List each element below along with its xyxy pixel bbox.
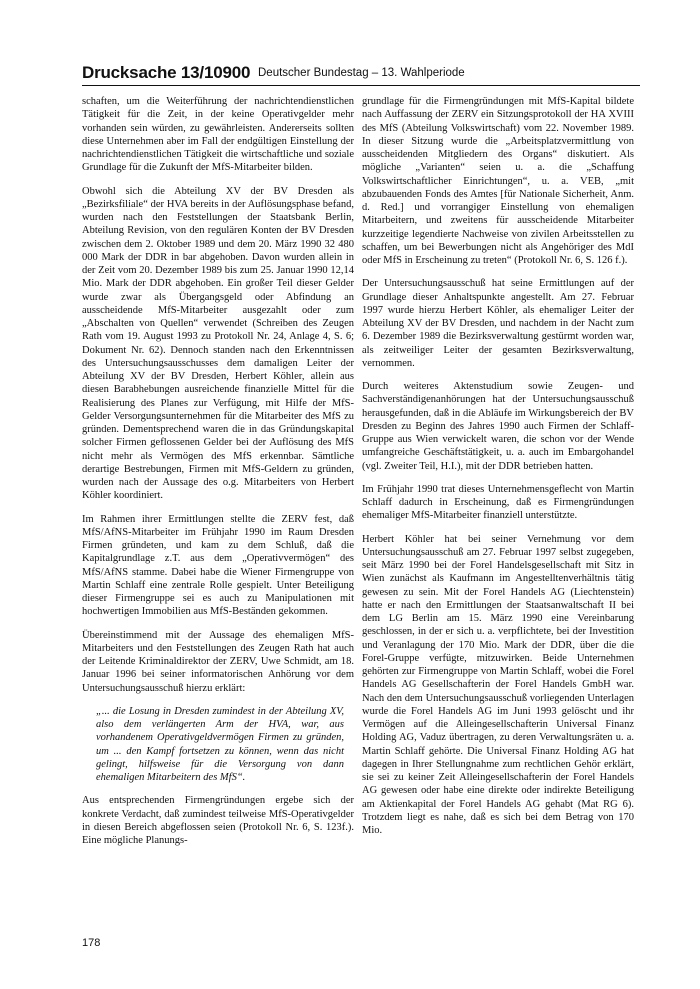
block-quote: „... die Losung in Dresden zumindest in der Abteilung XV, also dem verlängerten Arm der HVA, war, aus vorhandenem Operativgeldvermögen Firmen zu gründen, um ... den Kampf fortsetzen zu können, wenn das nicht gelingt, hilfsweise für die Versorgung von dann ehemaligen Mitarbeitern des MfS“. xyxy=(96,705,344,783)
paragraph: Im Rahmen ihrer Ermittlungen stellte die ZERV fest, daß MfS/AfNS-Mitarbeiter im Frühjahr 1990 im Raum Dresden Firmen gründeten, und kam zu dem Schluß, daß die Kapitalgrundlage z.T. aus dem „Operativvermögen“ des MfS/AfNS stamme. Dabei habe die Wiener Firmengruppe von Martin Schlaff eine zentrale Rolle gespielt. Unter Beteiligung dieser Firmengruppe sei es auch zu Manipulationen mit hochwertigen Immobilien aus MfS-Beständen gekommen. xyxy=(82,513,354,618)
paragraph: Aus entsprechenden Firmengründungen ergebe sich der konkrete Verdacht, daß zumindest teilweise MfS-Operativgelder in diesen Bereich abgeflossen seien (Protokoll Nr. 6, S. 123f.). Eine mögliche Planungs- xyxy=(82,795,354,846)
paragraph: schaften, um die Weiterführung der nachrichtendienstlichen Tätigkeit für die Zeit, in der keine Operativgelder mehr vorhanden sein würden, zu gewährleisten. Andererseits sollten diese Unternehmen aber im Fall der endgültigen Einstellung der nachrichtendienstlichen Tätigkeit die wirtschaftliche und soziale Grundlage für die Zukunft der MfS-Mitarbeiter bilden. xyxy=(82,96,354,174)
header-rule xyxy=(82,85,640,86)
document-number: Drucksache 13/10900 xyxy=(82,63,251,82)
paragraph: Der Untersuchungsausschuß hat seine Ermittlungen auf der Grundlage dieser Anhaltspunkte angestellt. Am 27. Februar 1997 wurde hierzu Herbert Köhler, als ehemaliger Leiter der Abteilung XV der BV Dresden, und nachdem in der Nacht zum 6. Dezember 1989 die Bezirksverwaltung gestürmt worden war, als zeitweiliger Leiter der gesamten Bezirksverwaltung, vernommen. xyxy=(362,278,634,369)
paragraph: Durch weiteres Aktenstudium sowie Zeugen- und Sachverständigenanhörungen hat der Untersuchungsausschuß herausgefunden, daß in die Abläufe im Wirkungsbereich der BV Dresden zu Beginn des Jahres 1990 auch Firmen der Schlaff-Gruppe aus Wien verwickelt waren, die schon vor der Wende umfangreiche Geschäftstätigkeit, u. a. auch im Embargohandel (vgl. Zweiter Teil, H.I.), mit der DDR betrieben hatten. xyxy=(362,381,634,472)
left-column xyxy=(82,95,354,857)
paragraph: Übereinstimmend mit der Aussage des ehemaligen MfS-Mitarbeiters und den Feststellungen des Zeugen Rath hat auch der Leitende Kriminaldirektor der ZERV, Uwe Schmidt, am 18. Januar 1996 bei seiner informatorischen Anhörung vor dem Untersuchungsausschuß hierzu erklärt: xyxy=(82,629,354,694)
paragraph: Obwohl sich die Abteilung XV der BV Dresden als „Bezirksfiliale“ der HVA bereits in der Auflösungsphase befand, wurden nach den Feststellungen der Staatsbank Berlin, Abteilung Revision, von den regulären Konten der BV Dresden zwischen dem 2. Oktober 1989 und dem 20. März 1990 32 480 000 Mark der DDR in bar abgehoben. Davon wurden allein in der Zeit vom 20. Dezember 1989 bis zum 25. Januar 1990 12,14 Mio. Mark der DDR abgehoben. Ein großer Teil dieser Gelder wurde zwar als Übergangsgeld oder Abfindung an ausscheidende MfS-Mitarbeiter ausgezahlt oder zum „Abschalten von Quellen“ verwendet (Schreiben des Zeugen Rath vom 19. August 1993 zu Protokoll Nr. 24, Anlage 4, S. 6; Dokument Nr. 62). Dennoch standen nach den Erkenntnissen des Untersuchungsausschusses dem damaligen Leiter der Abteilung XV der BV Dresden, Herbert Köhler, allein aus diesen Barabhebungen ausreichende finanzielle Mittel für die Realisierung des Planes zur Verfügung, mit Hilfe der MfS-Gelder Versorgungsunternehmen für die Mitarbeiter des MfS zu gründen. Dementsprechend waren die in das Gründungskapital solcher Firmen geflossenen Gelder bei der Auflösung des MfS nicht mehr als Vermögen des MfS erkennbar. Sämtliche derartige Bestrebungen, Firmen mit MfS-Geldern zu gründen, wurden nach der Aussage des o.g. Mitarbeiters von Herbert Köhler koordiniert. xyxy=(82,185,354,502)
publisher-line: Deutscher Bundestag – 13. Wahlperiode xyxy=(258,67,465,79)
page-header xyxy=(82,63,640,87)
paragraph: Herbert Köhler hat bei seiner Vernehmung vor dem Untersuchungsausschuß am 27. Februar 1997 selbst zugegeben, seit März 1990 bei der Forel Handelsgesellschaft mit Sitz in Wien zunächst als Kaufmann im Angestelltenverhältnis tätig gewesen zu sein. Mit der Forel Handels AG (Liechtenstein) hatte er nach den Ermittlungen der Staatsanwaltschaft II bei dem LG Berlin am 15. März 1990 eine Vereinbarung geschlossen, in der er sich u. a. verpflichtete, bei der Investition und Veranlagung der 170 Mio. Mark der DDR, über die die Forel-Gruppe verfügte, mitzuwirken. Beide Unternehmen gehörten zur Firmengruppe von Martin Schlaff, wobei die Forel Handels AG Gesellschafterin der Forel Handels GmbH war. Nach den dem Untersuchungsausschuß vorliegenden Unterlagen wurde die Forel Handels AG im Juni 1993 gelöscht und ihr Vermögen auf die Alleingesellschafterin Universal Finanz Holding AG, Vaduz übertragen, zu deren Verwaltungsräten u. a. Martin Schlaff gehörte. Die Universal Finanz Holding AG hat dagegen in Ihrer Stellungnahme zum rechtlichen Gehör erklärt, sie sei zu keiner Zeit Alleingesellschafterin der Forel Handels AG gewesen oder habe eine direkte oder indirekte Beteiligung am Aktienkapital der Forel Handels AG gehabt (Mat RG 6). Trotzdem liegt es nahe, daß es sich bei dem Betrag von 170 Mio. xyxy=(362,533,634,836)
right-column xyxy=(362,95,634,847)
paragraph: Im Frühjahr 1990 trat dieses Unternehmensgeflecht von Martin Schlaff dadurch in Erscheinung, daß es Firmengründungen ehemaliger MfS-Mitarbeiter finanziell unterstützte. xyxy=(362,483,634,522)
page-number: 178 xyxy=(82,937,101,949)
paragraph: grundlage für die Firmengründungen mit MfS-Kapital bildete nach Auffassung der ZERV ein Sitzungsprotokoll der HA XVIII des MfS (Abteilung Volkswirtschaft) vom 22. November 1989. In dieser Sitzung wurde die „Arbeitsplatzvermittlung von ausscheidenden Mitgliedern des Organs“ diskutiert. Als mögliche „Varianten“ seien u. a. die „Schaffung Volkswirtschaftlicher Einrichtungen“, u. a. VEB, „mit abzubauenden Fonds des Amtes [für Nationale Sicherheit, Anm. d. Red.] und vorrangiger Einstellung von ehemaligen Mitarbeitern, und zweitens für ausscheidende Mitarbeiter kurzzeitige legendierte Nachweise von zivilen Arbeitsstellen zu schaffen, um bei Bewerbungen nicht als Angehöriger des MdI oder MfS in Erscheinung zu treten“ (Protokoll Nr. 6, S. 126 f.). xyxy=(362,96,634,266)
